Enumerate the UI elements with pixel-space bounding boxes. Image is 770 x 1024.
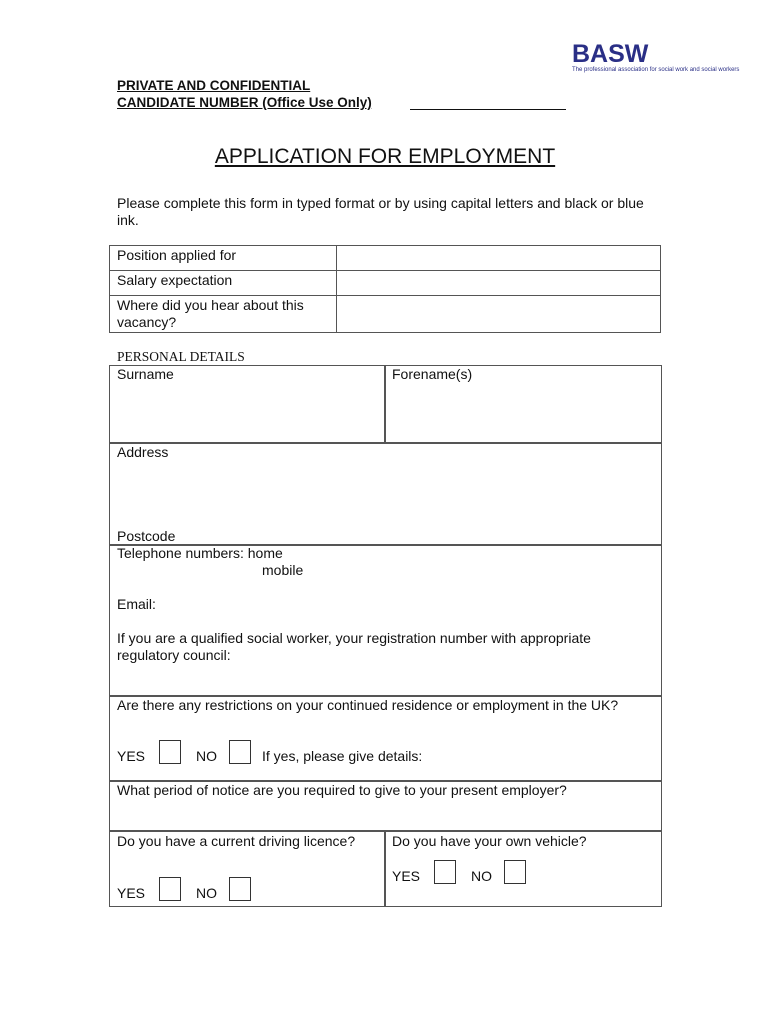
restrictions-no-label: NO [196,748,217,764]
restrictions-details-label: If yes, please give details: [262,748,423,764]
candidate-number-label: CANDIDATE NUMBER (Office Use Only) [117,95,372,110]
address-field[interactable] [109,442,662,546]
licence-no-label: NO [196,885,217,901]
vacancy-source-field[interactable] [337,296,661,333]
telephone-mobile-label: mobile [262,562,304,578]
licence-yes-label: YES [117,885,146,901]
personal-details-heading: PERSONAL DETAILS [117,349,245,364]
salary-expectation-label: Salary expectation [110,271,337,296]
driving-licence-question: Do you have a current driving licence? [117,833,356,849]
postcode-label: Postcode [117,528,176,544]
candidate-number-field-line[interactable] [410,109,566,110]
contact-details-box[interactable] [109,544,662,697]
form-instructions: Please complete this form in typed format or by using capital letters and black or blue ink. [117,195,644,228]
restrictions-no-checkbox[interactable] [229,740,251,764]
position-applied-field[interactable] [337,246,661,271]
logo-tagline: The professional association for social work and social workers [572,67,740,73]
licence-no-checkbox[interactable] [229,877,251,901]
forename-label: Forename(s) [392,366,473,382]
table-row [110,271,661,296]
surname-label: Surname [117,366,174,382]
own-vehicle-question: Do you have your own vehicle? [392,833,587,849]
restrictions-yes-label: YES [117,748,146,764]
page-title: APPLICATION FOR EMPLOYMENT [214,145,556,168]
table-row [110,246,661,271]
email-label: Email: [117,596,156,612]
vehicle-no-label: NO [471,868,492,884]
restrictions-yes-checkbox[interactable] [159,740,181,764]
restrictions-question: Are there any restrictions on your continued residence or employment in the UK? [117,697,619,713]
licence-yes-checkbox[interactable] [159,877,181,901]
position-table [109,245,661,333]
table-row [110,296,661,333]
logo-wordmark: BASW [572,40,649,68]
telephone-home-label: Telephone numbers: home [117,545,283,561]
vehicle-yes-label: YES [392,868,421,884]
notice-period-question: What period of notice are you required to give to your present employer? [117,782,567,798]
basw-logo [572,40,740,74]
vehicle-yes-checkbox[interactable] [434,860,456,884]
private-confidential-heading: PRIVATE AND CONFIDENTIAL [117,78,311,93]
vehicle-no-checkbox[interactable] [504,860,526,884]
address-label: Address [117,444,169,460]
registration-number-label: If you are a qualified social worker, your registration number with appropriate regulatory council: [117,630,591,663]
position-applied-label: Position applied for [110,246,337,271]
salary-expectation-field[interactable] [337,271,661,296]
vacancy-source-label: Where did you hear about this vacancy? [110,296,337,333]
